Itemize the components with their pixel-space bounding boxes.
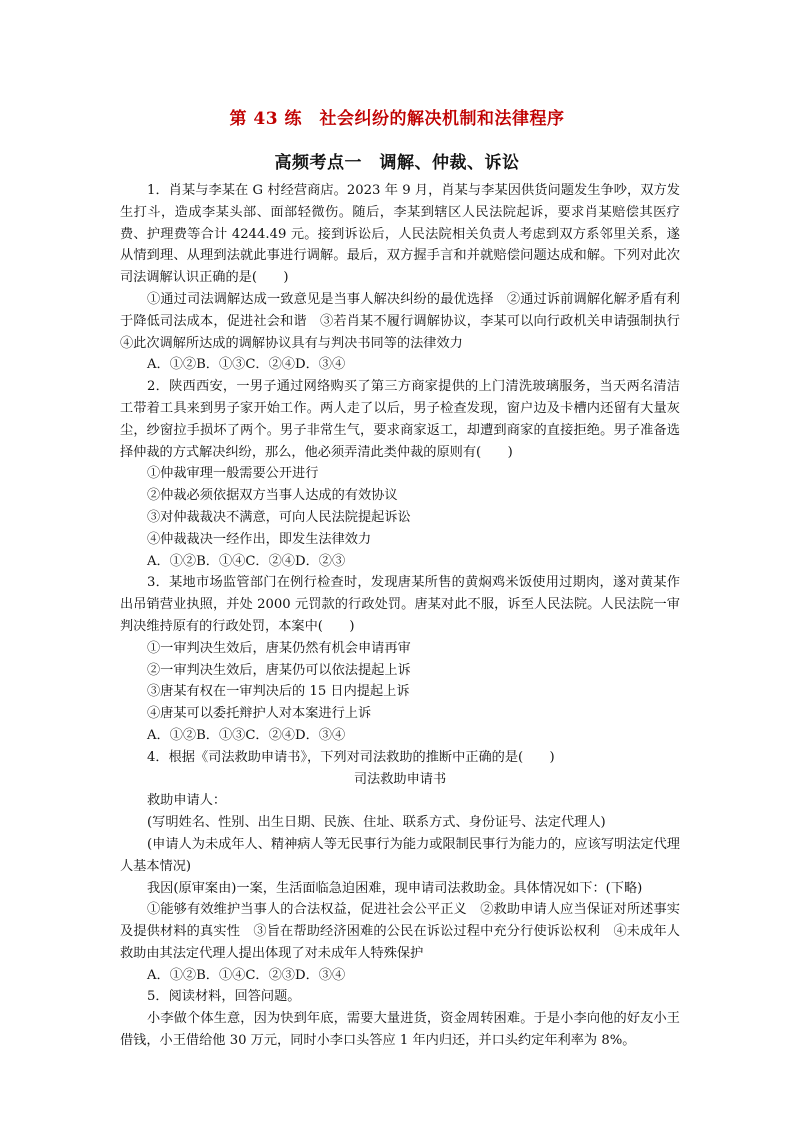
section-subtitle: 高频考点一 调解、仲裁、诉讼 [274,153,520,173]
question-4-fields: (写明姓名、性别、出生日期、民族、住址、联系方式、身份证号、法定代理人) [147,815,606,831]
question-3-statement-4: ④唐某可以委托辩护人对本案进行上诉 [147,706,372,722]
question-1-stem: 1．肖某与李某在 G 村经营商店。2023 年 9 月，肖某与李某因供货问题发生争吵，双方发生打斗，造成李某头部、面部轻微伤。随后，李某到辖区人民法院起诉，要求肖某赔偿其医疗费、护理费等合计 4244.49 元。接到诉讼后，人民法院相关负责人考虑到双方系邻里关系，遂从情到理、从理到法就此事进行调解。最后，双方握手言和并就赔偿问题达成和解。下列对此次司法调解认识正确的是( ) [120,183,680,286]
question-4-reason: 我因(原审案由)一案，生活面临急迫困难，现申请司法救助金。具体情况如下：(下略) [147,880,643,896]
question-4-statements: ①能够有效维护当事人的合法权益，促进社会公平正义 ②救助申请人应当保证对所述事实及提供材料的真实性 ③旨在帮助经济困难的公民在诉讼过程中充分行使诉讼权利 ④未成年人救助由其法定代理人提出体现了对未成年人特殊保护 [120,902,680,961]
question-2-options: A．①②B．①④C．②④D．②③ [147,553,346,569]
question-2-statement-4: ④仲裁裁决一经作出，即发生法律效力 [147,531,372,547]
question-3-statement-2: ②一审判决生效后，唐某仍可以依法提起上诉 [147,662,411,678]
question-3-options: A．①②B．①③C．②④D．③④ [147,727,346,743]
question-5-stem: 5．阅读材料，回答问题。 [147,989,301,1005]
question-4-applicant: 救助申请人： [147,793,227,809]
question-4-stem: 4．根据《司法救助申请书》，下列对司法救助的推断中正确的是( ) [147,749,555,765]
question-1-statements: ①通过司法调解达成一致意见是当事人解决纠纷的最优选择 ②通过诉前调解化解矛盾有利于降低司法成本，促进社会和谐 ③若肖某不履行调解协议，李某可以向行政机关申请强制执行 ④此次调解所达成的调解协议具有与判决书同等的法律效力 [120,291,694,351]
question-4-doc-title: 司法救助申请书 [353,771,447,787]
question-2-statement-1: ①仲裁审理一般需要公开进行 [147,466,319,482]
question-3-stem: 3．某地市场监管部门在例行检查时，发现唐某所售的黄焖鸡米饭使用过期肉，遂对黄某作出吊销营业执照，并处 2000 元罚款的行政处罚。唐某对此不服，诉至人民法院。人民法院一审判决维持原有的行政处罚，本案中( ) [120,575,680,634]
page-title: 第 43 练 社会纠纷的解决机制和法律程序 [229,109,565,129]
document-body [120,180,694,1052]
question-2-statement-2: ②仲裁必须依据双方当事人达成的有效协议 [147,488,398,504]
question-1-options: A．①②B．①③C．②④D．③④ [147,357,346,373]
question-4-options: A．①②B．①④C．②③D．③④ [147,967,346,983]
question-2-statement-3: ③对仲裁裁决不满意，可向人民法院提起诉讼 [147,509,411,525]
question-2-stem: 2．陕西西安，一男子通过网络购买了第三方商家提供的上门清洗玻璃服务，当天两名清洁工带着工具来到男子家开始工作。两人走了以后，男子检查发现，窗户边及卡槽内还留有大量灰尘，纱窗拉手损坏了两个。男子非常生气，要求商家返工，却遭到商家的直接拒绝。男子准备选择仲裁的方式解决纠纷，那么，他必须弄清此类仲裁的原则有( ) [120,379,680,460]
question-3-statement-1: ①一审判决生效后，唐某仍然有机会申请再审 [147,640,411,656]
question-4-minor-note: (申请人为未成年人、精神病人等无民事行为能力或限制民事行为能力的，应该写明法定代理人基本情况) [120,836,680,874]
question-3-statement-3: ③唐某有权在一审判决后的 15 日内提起上诉 [147,684,410,700]
question-5-material: 小李做个体生意，因为快到年底，需要大量进货，资金周转困难。于是小李向他的好友小王借钱，小王借给他 30 万元，同时小李口头答应 1 年内归还，并口头约定年利率为 8%。 [120,1011,680,1049]
